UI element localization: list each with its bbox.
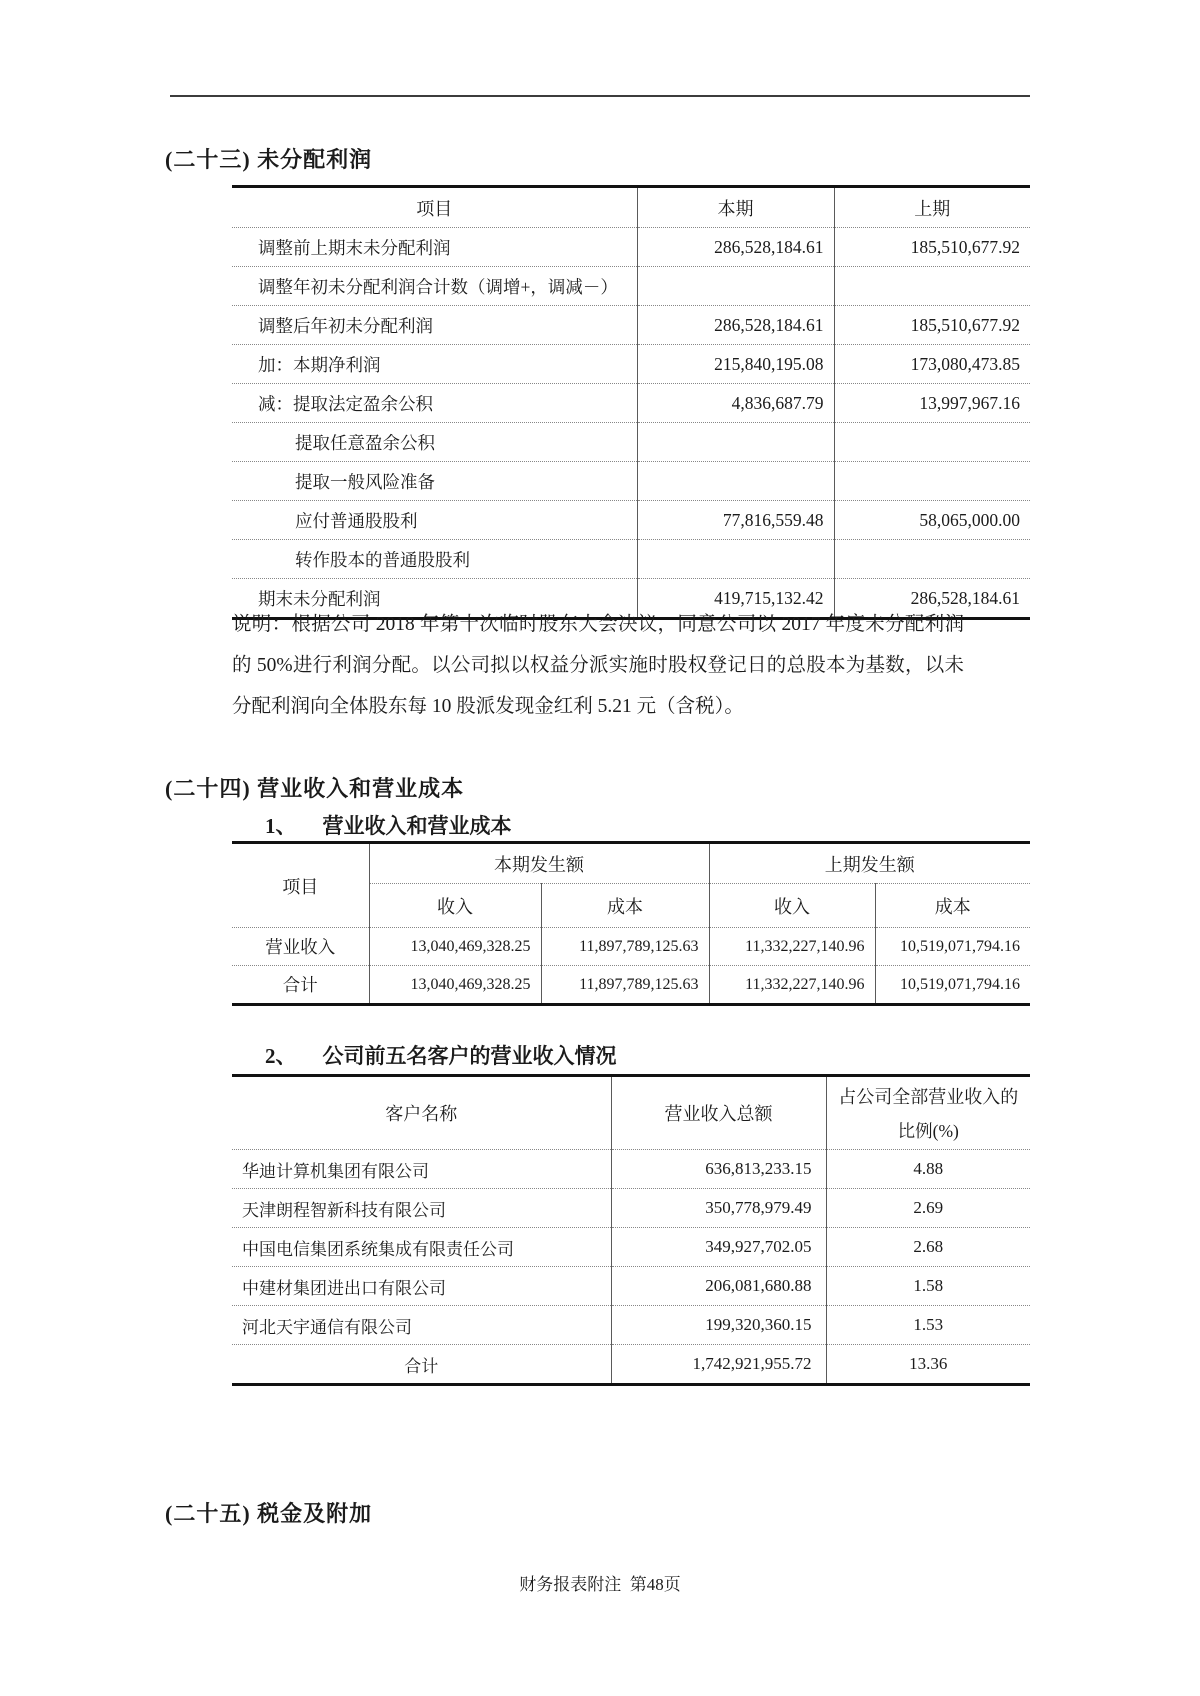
- prior-cell: 185,510,677.92: [834, 306, 1030, 345]
- table-row: [232, 228, 1030, 267]
- current-cell: 286,528,184.61: [637, 228, 834, 267]
- customer-cell: 中国电信集团系统集成有限责任公司: [232, 1228, 611, 1267]
- table-group-header-row: [232, 843, 1030, 884]
- page-footer: 财务报表附注 第48页: [519, 1575, 681, 1594]
- col-header-current: 本期: [637, 187, 834, 228]
- prior-cell: [834, 540, 1030, 579]
- percentage-cell: 4.88: [826, 1150, 1030, 1189]
- current-cell: 286,528,184.61: [637, 306, 834, 345]
- item-cell: 调整后年初未分配利润: [232, 306, 637, 345]
- table-row: [232, 345, 1030, 384]
- item-cell: 期末未分配利润: [232, 579, 637, 619]
- note-paragraph: 说明：根据公司 2018 年第十次临时股东大会决议，同意公司以 2017 年度未分配利润的 50%进行利润分配。以公司拟以权益分派实施时股权登记日的总股本为基数，以未分配利润向全体股东每 10 股派发现金红利 5.21 元（含税）。: [232, 614, 964, 717]
- revenue-cell: 199,320,360.15: [611, 1306, 826, 1345]
- percentage-cell: 2.68: [826, 1228, 1030, 1267]
- current-income-cell: 13,040,469,328.25: [369, 966, 541, 1005]
- table-row: [232, 501, 1030, 540]
- prior-income-cell: 11,332,227,140.96: [709, 928, 875, 966]
- prior-cell: [834, 423, 1030, 462]
- item-cell: 营业收入: [232, 928, 369, 966]
- current-cell: 4,836,687.79: [637, 384, 834, 423]
- col-header-cost: 成本: [875, 884, 1030, 928]
- col-header-item: 项目: [232, 843, 369, 928]
- customer-cell: 河北天宇通信有限公司: [232, 1306, 611, 1345]
- table-row: [232, 966, 1030, 1005]
- item-cell: 调整年初未分配利润合计数（调增+，调减－）: [232, 267, 637, 306]
- subsection-title-text: 公司前五名客户的营业收入情况: [322, 1044, 617, 1068]
- header-rule: [170, 95, 1030, 97]
- customer-cell: 华迪计算机集团有限公司: [232, 1150, 611, 1189]
- table-row: [232, 1267, 1030, 1306]
- item-cell: 提取任意盈余公积: [232, 423, 637, 462]
- revenue-cell: 349,927,702.05: [611, 1228, 826, 1267]
- customer-cell: 中建材集团进出口有限公司: [232, 1267, 611, 1306]
- col-header-percentage-line2: 比例(%): [897, 1121, 959, 1141]
- table-row: [232, 306, 1030, 345]
- col-header-cost: 成本: [541, 884, 709, 928]
- item-cell: 提取一般风险准备: [232, 462, 637, 501]
- col-header-customer: 客户名称: [232, 1076, 611, 1150]
- col-header-prior: 上期: [834, 187, 1030, 228]
- prior-cell: 173,080,473.85: [834, 345, 1030, 384]
- prior-cell: [834, 462, 1030, 501]
- current-income-cell: 13,040,469,328.25: [369, 928, 541, 966]
- undistributed-profit-table: [232, 185, 1030, 620]
- revenue-cell: 1,742,921,955.72: [611, 1345, 826, 1385]
- revenue-cell: 206,081,680.88: [611, 1267, 826, 1306]
- prior-cost-cell: 10,519,071,794.16: [875, 928, 1030, 966]
- col-header-prior-group: 上期发生额: [709, 843, 1030, 884]
- percentage-cell: 2.69: [826, 1189, 1030, 1228]
- prior-cell: 58,065,000.00: [834, 501, 1030, 540]
- table-row: [232, 1189, 1030, 1228]
- prior-cell: [834, 267, 1030, 306]
- section-24-heading: (二十四) 营业收入和营业成本: [165, 776, 465, 801]
- item-cell: 应付普通股股利: [232, 501, 637, 540]
- current-cell: [637, 540, 834, 579]
- col-header-income: 收入: [709, 884, 875, 928]
- current-cost-cell: 11,897,789,125.63: [541, 966, 709, 1005]
- table-row: [232, 462, 1030, 501]
- customer-cell: 天津朗程智新科技有限公司: [232, 1189, 611, 1228]
- revenue-cell: 636,813,233.15: [611, 1150, 826, 1189]
- table-row: [232, 267, 1030, 306]
- item-cell: 减：提取法定盈余公积: [232, 384, 637, 423]
- current-cell: [637, 423, 834, 462]
- subsection-2-heading: [265, 1040, 617, 1070]
- table-total-row: [232, 1345, 1030, 1385]
- prior-cell: 185,510,677.92: [834, 228, 1030, 267]
- subsection-number: 2、: [265, 1044, 297, 1068]
- table-row: [232, 423, 1030, 462]
- current-cell: [637, 462, 834, 501]
- subsection-title-text: 营业收入和营业成本: [322, 814, 512, 838]
- current-cost-cell: 11,897,789,125.63: [541, 928, 709, 966]
- item-cell: 加：本期净利润: [232, 345, 637, 384]
- item-cell: 转作股本的普通股股利: [232, 540, 637, 579]
- prior-cell: 13,997,967.16: [834, 384, 1030, 423]
- percentage-cell: 1.53: [826, 1306, 1030, 1345]
- table-row: [232, 540, 1030, 579]
- table-row: [232, 1228, 1030, 1267]
- subsection-1-heading: [265, 810, 512, 840]
- current-cell: 419,715,132.42: [637, 579, 834, 619]
- col-header-income: 收入: [369, 884, 541, 928]
- current-cell: 77,816,559.48: [637, 501, 834, 540]
- table-header-row: [232, 187, 1030, 228]
- top-customers-table: [232, 1074, 1030, 1386]
- prior-cost-cell: 10,519,071,794.16: [875, 966, 1030, 1005]
- table-header-row: [232, 1076, 1030, 1150]
- percentage-cell: 1.58: [826, 1267, 1030, 1306]
- revenue-cost-table: [232, 841, 1030, 1006]
- section-23-heading: (二十三) 未分配利润: [165, 147, 373, 172]
- col-header-percentage: [826, 1076, 1030, 1150]
- item-cell: 合计: [232, 966, 369, 1005]
- col-header-percentage-line1: 占公司全部营业收入的: [838, 1087, 1019, 1107]
- subsection-number: 1、: [265, 814, 297, 838]
- prior-income-cell: 11,332,227,140.96: [709, 966, 875, 1005]
- table-row: [232, 928, 1030, 966]
- revenue-cell: 350,778,979.49: [611, 1189, 826, 1228]
- percentage-cell: 13.36: [826, 1345, 1030, 1385]
- current-cell: 215,840,195.08: [637, 345, 834, 384]
- item-cell: 调整前上期末未分配利润: [232, 228, 637, 267]
- table-row: [232, 1306, 1030, 1345]
- section-25-heading: (二十五) 税金及附加: [165, 1501, 373, 1526]
- total-label-cell: 合计: [232, 1345, 611, 1385]
- table-row: [232, 384, 1030, 423]
- table-row: [232, 1150, 1030, 1189]
- col-header-current-group: 本期发生额: [369, 843, 709, 884]
- current-cell: [637, 267, 834, 306]
- col-header-revenue: 营业收入总额: [611, 1076, 826, 1150]
- prior-cell: 286,528,184.61: [834, 579, 1030, 619]
- col-header-item: 项目: [232, 187, 637, 228]
